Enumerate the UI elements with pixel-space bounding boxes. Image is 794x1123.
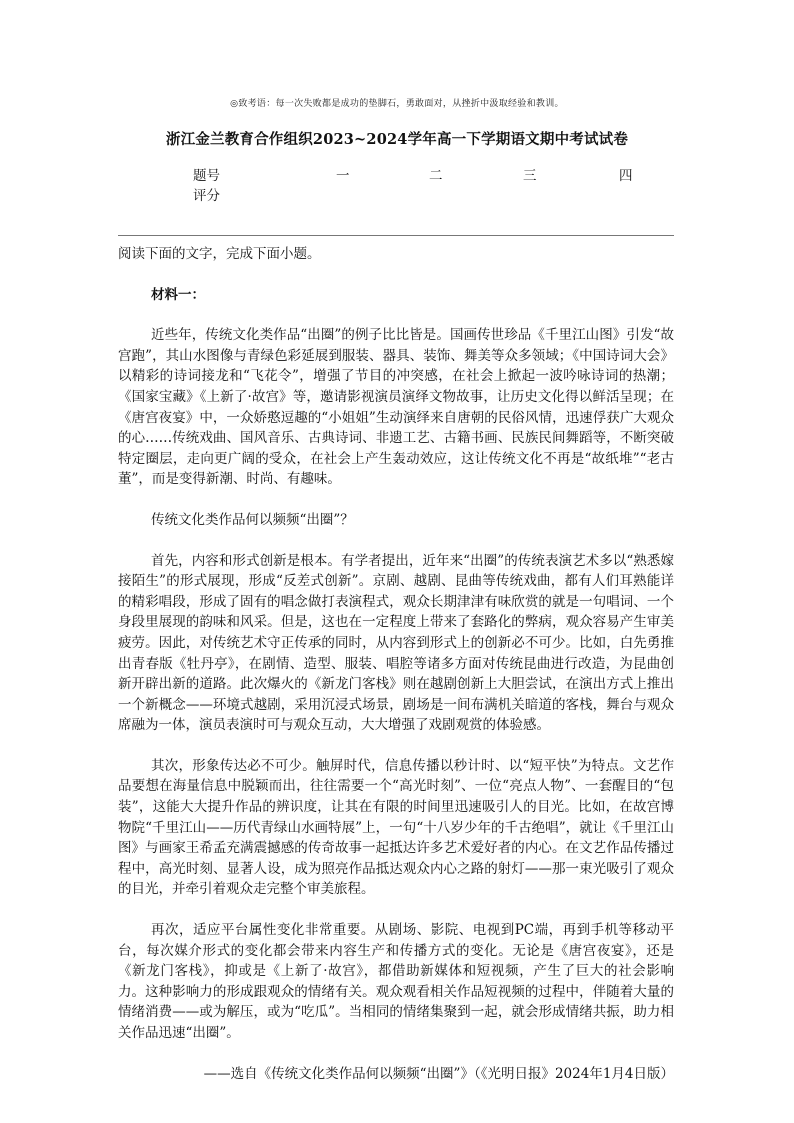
column-2: 二 xyxy=(429,168,443,184)
reading-passage xyxy=(118,244,674,1104)
column-4: 四 xyxy=(619,168,633,184)
paragraph-4: 其次，形象传达必不可少。触屏时代，信息传播以秒计时、以“短平快”为特点。文艺作品要想在海量信息中脱颖而出，往往需要一个“高光时刻”、一位“亮点人物”、一套醒目的“包装”，这能大大提升作品的辨识度，让其在有限的时间里迅速吸引人的目光。比如，在故宫博物院“千里江山——历代青绿山水画特展”上，一句“十八岁少年的千古绝唱”，就让《千里江山图》与画家王希孟充满震撼感的传奇故事一起抵达许多艺术爱好者的内心。在文艺作品传播过程中，高光时刻、显著人设，成为照亮作品抵达观众内心之路的射灯——那一束光吸引了观众的目光，并牵引着观众走完整个审美旅程。 xyxy=(118,757,674,898)
paragraph-1: 近些年，传统文化类作品“出圈”的例子比比皆是。国画传世珍品《千里江山图》引发“故宫跑”，其山水图像与青绿色彩延展到服装、器具、装饰、舞美等众多领域；《中国诗词大会》以精彩的诗词接龙和“飞花令”，增强了节目的冲突感，在社会上掀起一波吟咏诗词的热潮；《国家宝藏》《上新了·故宫》等，邀请影视演员演绎文物故事，让历史文化得以鲜活呈现；在《唐宫夜宴》中，一众娇憨逗趣的“小姐姐”生动演绎来自唐朝的民俗风情，迅速俘获广大观众的心……传统戏曲、国风音乐、古典诗词、非遗工艺、古籍书画、民族民间舞蹈等，不断突破特定圈层，走向更广阔的受众，在社会上产生轰动效应，这让传统文化不再是“故纸堆”“老古董”，而是变得新潮、时尚、有趣味。 xyxy=(118,327,674,488)
section-divider xyxy=(118,235,674,236)
paragraph-3: 首先，内容和形式创新是根本。有学者提出，近年来“出圈”的传统表演艺术多以“熟悉嫁接陌生”的形式展现，形成“反差式创新”。京剧、越剧、昆曲等传统戏曲，都有人们耳熟能详的精彩唱段，形成了固有的唱念做打表演程式，观众长期津津有味欣赏的就是一句唱词、一个身段里展现的韵味和风采。但是，这也在一定程度上带来了套路化的弊病，观众容易产生审美疲劳。因此，对传统艺术守正传承的同时，从内容到形式上的创新必不可少。比如，白先勇推出青春版《牡丹亭》，在剧情、造型、服装、唱腔等诸多方面对传统昆曲进行改造，为昆曲创新开辟出新的道路。此次爆火的《新龙门客栈》则在越剧创新上大胆尝试，在演出方式上推出一个新概念——环境式越剧，采用沉浸式场景，剧场是一间布满机关暗道的客栈，舞台与观众席融为一体，演员表演时可与观众互动，大大增强了戏剧观赏的体验感。 xyxy=(118,552,674,734)
motto-line: ◎致考语：每一次失败都是成功的垫脚石，勇敢面对，从挫折中汲取经验和教训。 xyxy=(230,99,564,109)
score-row xyxy=(193,184,663,204)
page-title: 浙江金兰教育合作组织2023~2024学年高一下学期语文期中考试试卷 xyxy=(165,131,629,148)
paragraph-5: 再次，适应平台属性变化非常重要。从剧场、影院、电视到PC端，再到手机等移动平台，每次媒介形式的变化都会带来内容生产和传播方式的变化。无论是《唐宫夜宴》，还是《新龙门客栈》，抑或是《上新了·故宫》，都借助新媒体和短视频，产生了巨大的社会影响力。这种影响力的形成跟观众的情绪有关。观众观看相关作品短视频的过程中，伴随着大量的情绪消费——或为解压，或为“吃瓜”。当相同的情绪集聚到一起，就会形成情绪共振，助力相关作品迅速“出圈”。 xyxy=(118,922,674,1041)
column-3: 三 xyxy=(523,168,537,184)
score-label: 评分 xyxy=(193,188,220,204)
question-number-label: 题号 xyxy=(193,168,220,184)
column-1: 一 xyxy=(336,168,350,184)
score-table xyxy=(193,164,663,204)
material-label: 材料一： xyxy=(151,286,205,303)
source-citation: ——选自《传统文化类作品何以频频“出圈”》（《光明日报》2024年1月4日版） xyxy=(203,1065,674,1082)
instruction-text: 阅读下面的文字，完成下面小题。 xyxy=(118,246,321,262)
score-header-row xyxy=(193,164,663,184)
paragraph-2: 传统文化类作品何以频频“出圈”？ xyxy=(151,511,354,528)
